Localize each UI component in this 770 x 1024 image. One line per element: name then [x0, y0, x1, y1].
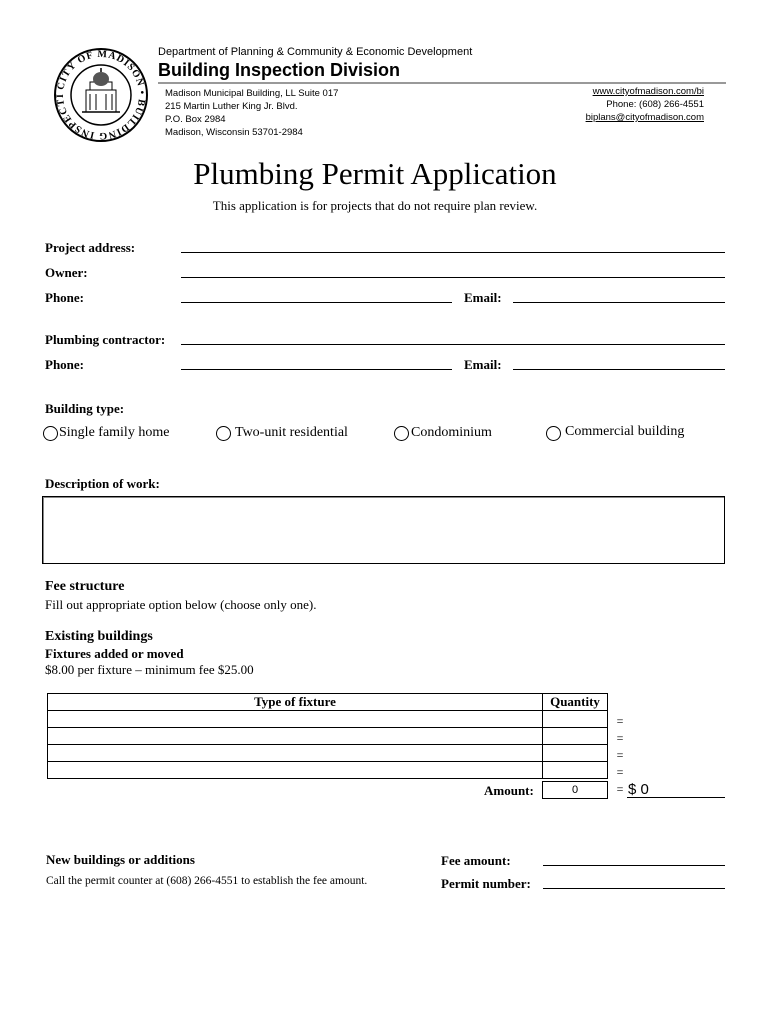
- condominium-label: Condominium: [411, 425, 492, 440]
- fee-amount-label: Fee amount:: [441, 853, 511, 868]
- address-line: P.O. Box 2984: [165, 114, 226, 125]
- email-label: Email:: [464, 290, 502, 305]
- address-line: 215 Martin Luther King Jr. Blvd.: [165, 101, 298, 112]
- table-header-row: [48, 694, 626, 711]
- amount-equals-sign: =: [616, 782, 624, 796]
- new-buildings-heading: New buildings or additions: [46, 852, 195, 867]
- fixture-qty-cell[interactable]: [543, 711, 608, 728]
- fixture-type-cell[interactable]: [48, 711, 543, 728]
- division-name: Building Inspection Division: [158, 60, 401, 80]
- phone-label: Phone:: [45, 290, 84, 305]
- department-name: Department of Planning & Community & Economic Development: [158, 46, 473, 58]
- table-row: [48, 762, 626, 779]
- amount-value: $ 0: [628, 781, 649, 798]
- fixture-qty-cell[interactable]: [543, 762, 608, 779]
- row-equals-sign: =: [616, 765, 624, 779]
- address-line: Madison, Wisconsin 53701-2984: [165, 127, 303, 138]
- owner-field[interactable]: [181, 277, 725, 278]
- commercial-label: Commercial building: [565, 424, 685, 439]
- table-row: [48, 711, 626, 728]
- fixture-type-cell[interactable]: [48, 728, 543, 745]
- contact-block: [586, 85, 704, 124]
- commercial-radio[interactable]: [546, 426, 561, 441]
- two-unit-label: Two-unit residential: [235, 425, 348, 440]
- email-link[interactable]: biplans@cityofmadison.com: [585, 112, 704, 123]
- table-row: [48, 745, 626, 762]
- condominium-radio[interactable]: [394, 426, 409, 441]
- phone-field[interactable]: [181, 302, 452, 303]
- row-equals-sign: =: [616, 731, 624, 745]
- address-line: Madison Municipal Building, LL Suite 017: [165, 88, 339, 99]
- page-subtitle: This application is for projects that do not require plan review.: [212, 198, 538, 213]
- phone-text: Phone: (608) 266-4551: [606, 99, 704, 110]
- contractor-email-field[interactable]: [513, 369, 725, 370]
- plumbing-contractor-field[interactable]: [181, 344, 725, 345]
- single-family-radio[interactable]: [43, 426, 58, 441]
- building-type-label: Building type:: [45, 401, 125, 416]
- single-family-label: Single family home: [59, 425, 170, 440]
- header-divider: [158, 82, 726, 84]
- amount-quantity-total: 0: [542, 781, 608, 799]
- page-title: Plumbing Permit Application: [193, 156, 557, 191]
- contractor-phone-label: Phone:: [45, 357, 84, 372]
- fee-structure-heading: Fee structure: [45, 579, 125, 594]
- fixture-table: [47, 693, 625, 779]
- website-link[interactable]: www.cityofmadison.com/bi: [592, 86, 704, 97]
- fixture-qty-cell[interactable]: [543, 728, 608, 745]
- new-buildings-text: Call the permit counter at (608) 266-4551 to establish the fee amount.: [46, 875, 368, 887]
- type-of-fixture-header: Type of fixture: [48, 694, 543, 711]
- fee-amount-field[interactable]: [543, 865, 725, 866]
- existing-buildings-heading: Existing buildings: [45, 629, 153, 644]
- project-address-label: Project address:: [45, 240, 136, 255]
- fixture-type-cell[interactable]: [48, 762, 543, 779]
- permit-number-label: Permit number:: [441, 876, 531, 891]
- owner-label: Owner:: [45, 265, 88, 280]
- plumbing-contractor-label: Plumbing contractor:: [45, 332, 166, 347]
- fixture-rate: $8.00 per fixture – minimum fee $25.00: [45, 662, 254, 677]
- table-row: [48, 728, 626, 745]
- quantity-header: Quantity: [543, 694, 608, 711]
- description-textarea[interactable]: [42, 496, 725, 564]
- amount-label: Amount:: [484, 783, 534, 798]
- project-address-field[interactable]: [181, 252, 725, 253]
- fixtures-heading: Fixtures added or moved: [45, 646, 184, 661]
- address-block: [165, 87, 338, 139]
- row-equals-sign: =: [616, 748, 624, 762]
- svg-text:CITY OF MADISON • BUILDING INS: CITY OF MADISON • BUILDING INSPECTI: [54, 48, 148, 142]
- email-field[interactable]: [513, 302, 725, 303]
- contractor-phone-field[interactable]: [181, 369, 452, 370]
- fixture-qty-cell[interactable]: [543, 745, 608, 762]
- row-equals-sign: =: [616, 714, 624, 728]
- two-unit-radio[interactable]: [216, 426, 231, 441]
- permit-number-field[interactable]: [543, 888, 725, 889]
- fixture-type-cell[interactable]: [48, 745, 543, 762]
- table-spacer: [608, 694, 626, 711]
- amount-value-underline: [627, 797, 725, 798]
- contractor-email-label: Email:: [464, 357, 502, 372]
- description-label: Description of work:: [45, 476, 160, 491]
- fee-instruction: Fill out appropriate option below (choose only one).: [45, 597, 317, 612]
- city-seal-logo: [52, 46, 150, 144]
